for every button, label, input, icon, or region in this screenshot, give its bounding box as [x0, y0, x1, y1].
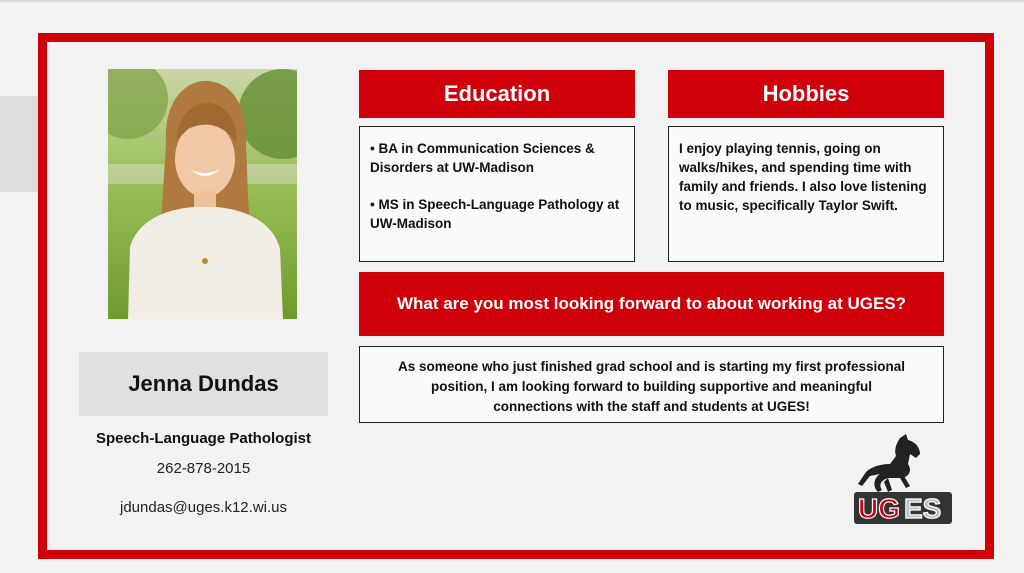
education-item: • MS in Speech-Language Pathology at UW-Madison: [370, 197, 620, 231]
answer-text: As someone who just finished grad school and is starting my first professional position, I am looking forward to building supportive and meaningful connections with the staff and students at UGES!: [397, 359, 906, 414]
svg-text:UG: UG: [858, 493, 900, 524]
question-heading: What are you most looking forward to about working at UGES?: [359, 272, 944, 336]
svg-text:ES: ES: [904, 493, 942, 524]
profile-photo: [108, 69, 297, 319]
answer-box: [359, 346, 944, 423]
uges-logo: [848, 434, 956, 526]
hobbies-heading: Hobbies: [668, 70, 944, 118]
education-box: [359, 126, 635, 262]
phone-number: 262-878-2015: [156, 460, 251, 477]
education-item: • BA in Communication Sciences & Disorders at UW-Madison: [370, 141, 595, 175]
person-name: Jenna Dundas: [128, 371, 279, 396]
education-heading: Education: [359, 70, 635, 118]
hobbies-text: I enjoy playing tennis, going on walks/hikes, and spending time with family and friends. I also love listening to music, specifically Taylor Swift.: [679, 141, 927, 213]
name-box: [79, 352, 328, 416]
top-divider: [0, 0, 1024, 2]
hobbies-box: [668, 126, 944, 262]
job-title: Speech-Language Pathologist: [95, 430, 312, 447]
email-address[interactable]: jdundas@uges.k12.wi.us: [120, 499, 287, 516]
